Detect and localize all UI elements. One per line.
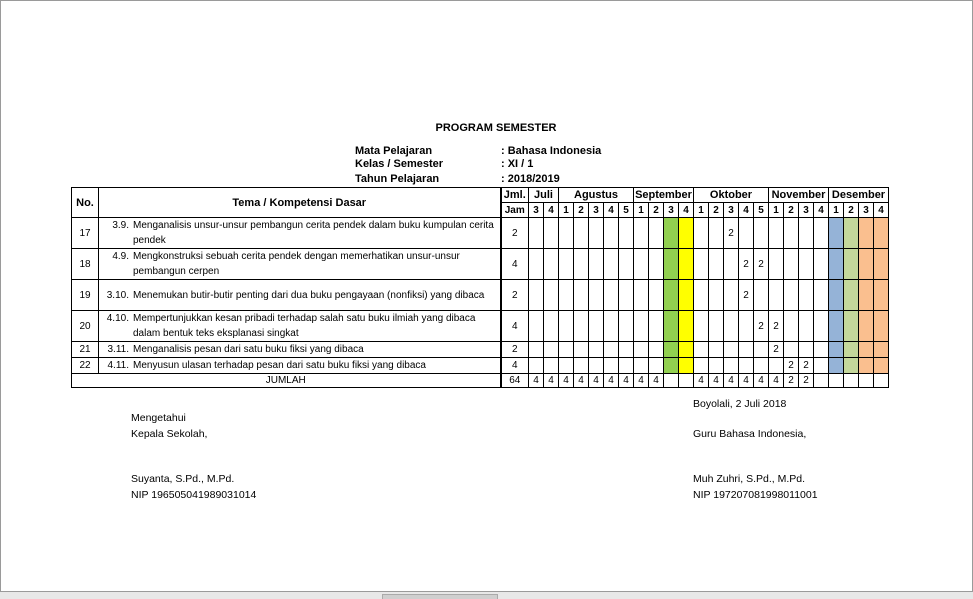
week-cell <box>574 358 589 374</box>
week-cell <box>814 249 829 280</box>
total-week-cell <box>679 374 694 388</box>
header-week: 3 <box>589 203 604 218</box>
week-cell: 2 <box>769 342 784 358</box>
total-week-cell: 4 <box>604 374 619 388</box>
week-cell <box>769 249 784 280</box>
competency-cell <box>99 280 501 311</box>
week-cell <box>874 280 889 311</box>
week-cell <box>589 280 604 311</box>
header-week: 4 <box>604 203 619 218</box>
footer-left-line2: Kepala Sekolah, <box>131 428 208 440</box>
competency-text: Menyusun ulasan terhadap pesan dari satu buku fiksi yang dibaca <box>133 360 426 371</box>
week-cell <box>784 342 799 358</box>
week-cell <box>694 311 709 342</box>
week-cell <box>679 280 694 311</box>
total-week-cell: 4 <box>574 374 589 388</box>
header-week: 4 <box>814 203 829 218</box>
table-row <box>72 311 889 342</box>
week-cell <box>709 249 724 280</box>
total-week-cell: 4 <box>544 374 559 388</box>
horizontal-scrollbar-thumb[interactable] <box>382 594 498 599</box>
week-cell <box>694 280 709 311</box>
header-week: 1 <box>769 203 784 218</box>
table-row <box>72 218 889 249</box>
header-jam: Jam <box>501 203 529 218</box>
week-cell <box>829 218 844 249</box>
week-cell <box>784 280 799 311</box>
week-cell <box>649 358 664 374</box>
week-cell <box>694 218 709 249</box>
week-cell <box>844 218 859 249</box>
week-cell <box>784 311 799 342</box>
week-cell <box>649 218 664 249</box>
week-cell <box>559 249 574 280</box>
week-cell <box>829 249 844 280</box>
total-week-cell: 4 <box>694 374 709 388</box>
week-cell <box>694 342 709 358</box>
week-cell <box>604 311 619 342</box>
header-month-november: November <box>769 188 829 203</box>
total-week-cell: 4 <box>634 374 649 388</box>
week-cell <box>574 342 589 358</box>
week-cell <box>664 358 679 374</box>
week-cell <box>664 342 679 358</box>
week-cell <box>724 358 739 374</box>
footer-left-line1: Mengetahui <box>131 412 186 424</box>
week-cell <box>574 311 589 342</box>
header-week: 3 <box>799 203 814 218</box>
week-cell <box>634 311 649 342</box>
week-cell <box>604 342 619 358</box>
total-row <box>72 374 889 388</box>
week-cell <box>679 311 694 342</box>
week-cell <box>799 249 814 280</box>
header-week: 5 <box>754 203 769 218</box>
meta-value-year: : 2018/2019 <box>501 173 560 185</box>
week-cell <box>679 218 694 249</box>
week-cell <box>664 280 679 311</box>
header-week: 5 <box>619 203 634 218</box>
meta-label-year: Tahun Pelajaran <box>355 173 440 185</box>
week-cell <box>544 358 559 374</box>
week-cell <box>589 342 604 358</box>
week-cell <box>559 280 574 311</box>
row-jam: 2 <box>501 218 529 249</box>
competency-cell <box>99 249 501 280</box>
teacher-nip: NIP 197207081998011001 <box>693 489 818 501</box>
week-cell <box>634 342 649 358</box>
header-week: 1 <box>829 203 844 218</box>
week-cell <box>529 280 544 311</box>
total-week-cell: 4 <box>754 374 769 388</box>
week-cell <box>694 358 709 374</box>
week-cell <box>529 358 544 374</box>
week-cell <box>679 358 694 374</box>
week-cell <box>829 280 844 311</box>
competency-text: Menganalisis unsur-unsur pembangun cerita pendek dalam buku kumpulan cerita pendek <box>133 220 494 246</box>
header-month-agustus: Agustus <box>559 188 634 203</box>
week-cell <box>769 218 784 249</box>
header-jml: Jml. <box>501 188 529 203</box>
week-cell <box>859 311 874 342</box>
footer-right-line1: Guru Bahasa Indonesia, <box>693 428 807 440</box>
competency-cell <box>99 342 501 358</box>
total-jam: 64 <box>501 374 529 388</box>
week-cell <box>619 249 634 280</box>
week-cell <box>814 311 829 342</box>
row-number: 19 <box>72 280 99 311</box>
week-cell <box>844 342 859 358</box>
week-cell <box>589 311 604 342</box>
week-cell <box>529 218 544 249</box>
competency-text: Menemukan butir-butir penting dari dua buku pengayaan (nonfiksi) yang dibaca <box>133 289 485 301</box>
table-row <box>72 280 889 311</box>
competency-code: 3.11. <box>107 344 129 355</box>
row-jam: 4 <box>501 358 529 374</box>
table-row <box>72 249 889 280</box>
total-week-cell <box>814 374 829 388</box>
week-cell <box>544 311 559 342</box>
table-row <box>72 342 889 358</box>
week-cell <box>709 311 724 342</box>
competency-cell <box>99 311 501 342</box>
week-cell <box>754 342 769 358</box>
week-cell <box>724 249 739 280</box>
week-cell <box>814 342 829 358</box>
header-month-juli: Juli <box>529 188 559 203</box>
header-month-september: September <box>635 189 692 201</box>
meta-label-class: Kelas / Semester <box>355 158 444 170</box>
week-cell <box>814 358 829 374</box>
header-month-desember: Desember <box>829 188 889 203</box>
week-cell <box>859 218 874 249</box>
week-cell <box>709 342 724 358</box>
total-label: JUMLAH <box>72 374 501 388</box>
week-cell <box>694 249 709 280</box>
week-cell <box>739 218 754 249</box>
week-cell <box>724 311 739 342</box>
total-week-cell: 4 <box>589 374 604 388</box>
week-cell <box>604 280 619 311</box>
page-title: PROGRAM SEMESTER <box>435 122 557 134</box>
week-cell <box>874 218 889 249</box>
headmaster-name: Suyanta, S.Pd., M.Pd. <box>131 473 235 485</box>
week-cell <box>799 342 814 358</box>
week-cell: 2 <box>754 249 769 280</box>
total-week-cell: 4 <box>709 374 724 388</box>
header-week: 1 <box>634 203 649 218</box>
row-number: 17 <box>72 218 99 249</box>
header-week: 2 <box>844 203 859 218</box>
week-cell <box>544 342 559 358</box>
week-cell <box>529 342 544 358</box>
week-cell <box>619 358 634 374</box>
week-cell <box>874 249 889 280</box>
total-week-cell: 4 <box>529 374 544 388</box>
week-cell <box>769 280 784 311</box>
week-cell <box>649 249 664 280</box>
total-week-cell <box>664 374 679 388</box>
competency-code: 4.11. <box>107 360 129 371</box>
total-week-cell <box>829 374 844 388</box>
header-no: No. <box>72 188 99 218</box>
week-cell <box>874 342 889 358</box>
total-week-cell <box>844 374 859 388</box>
week-cell <box>724 342 739 358</box>
total-week-cell: 4 <box>739 374 754 388</box>
week-cell <box>619 218 634 249</box>
week-cell <box>634 358 649 374</box>
week-cell <box>739 358 754 374</box>
competency-text: Mempertunjukkan kesan pribadi terhadap salah satu buku ilmiah yang dibaca dalam bentuk teks eksplanasi singkat <box>133 313 476 339</box>
competency-text: Menganalisis pesan dari satu buku fiksi yang dibaca <box>133 344 364 355</box>
week-cell <box>799 311 814 342</box>
header-week: 3 <box>859 203 874 218</box>
week-cell <box>544 280 559 311</box>
header-tema: Tema / Kompetensi Dasar <box>99 188 501 218</box>
week-cell <box>754 280 769 311</box>
header-week: 3 <box>664 203 679 218</box>
week-cell <box>589 249 604 280</box>
header-week: 1 <box>694 203 709 218</box>
week-cell <box>664 311 679 342</box>
meta-label-subject: Mata Pelajaran <box>355 145 433 157</box>
header-week: 2 <box>784 203 799 218</box>
total-week-cell: 4 <box>649 374 664 388</box>
week-cell <box>664 218 679 249</box>
week-cell <box>649 342 664 358</box>
competency-code: 3.9. <box>112 220 129 231</box>
total-week-cell: 4 <box>724 374 739 388</box>
week-cell <box>799 280 814 311</box>
week-cell <box>619 280 634 311</box>
week-cell <box>844 358 859 374</box>
week-cell <box>829 342 844 358</box>
total-week-cell: 2 <box>799 374 814 388</box>
week-cell <box>799 218 814 249</box>
week-cell <box>604 218 619 249</box>
week-cell <box>844 249 859 280</box>
competency-text: Mengkonstruksi sebuah cerita pendek dengan memerhatikan unsur-unsur pembangun cerpen <box>133 251 460 277</box>
competency-code: 3.10. <box>106 289 129 301</box>
total-week-cell: 4 <box>559 374 574 388</box>
week-cell <box>844 280 859 311</box>
total-week-cell: 4 <box>619 374 634 388</box>
header-week: 4 <box>679 203 694 218</box>
week-cell <box>859 358 874 374</box>
header-week: 1 <box>559 203 574 218</box>
week-cell <box>574 280 589 311</box>
week-cell: 2 <box>784 358 799 374</box>
week-cell <box>574 249 589 280</box>
week-cell: 2 <box>739 280 754 311</box>
meta-value-class: : XI / 1 <box>501 158 534 170</box>
week-cell <box>874 358 889 374</box>
week-cell <box>709 218 724 249</box>
week-cell <box>739 311 754 342</box>
header-week: 4 <box>544 203 559 218</box>
week-cell <box>574 218 589 249</box>
week-cell <box>529 311 544 342</box>
table-row <box>72 358 889 374</box>
week-cell <box>769 358 784 374</box>
total-week-cell <box>874 374 889 388</box>
week-cell <box>589 358 604 374</box>
headmaster-nip: NIP 196505041989031014 <box>131 489 257 501</box>
place-date: Boyolali, 2 Juli 2018 <box>693 398 787 410</box>
week-cell <box>754 358 769 374</box>
meta-value-subject: : Bahasa Indonesia <box>501 145 602 157</box>
week-cell <box>754 218 769 249</box>
week-cell <box>589 218 604 249</box>
competency-code: 4.10. <box>106 313 129 324</box>
competency-cell <box>99 218 501 249</box>
week-cell <box>559 358 574 374</box>
week-cell <box>604 358 619 374</box>
header-week: 4 <box>739 203 754 218</box>
week-cell <box>739 342 754 358</box>
week-cell <box>709 280 724 311</box>
week-cell <box>559 311 574 342</box>
week-cell <box>829 358 844 374</box>
header-week: 2 <box>709 203 724 218</box>
week-cell <box>724 280 739 311</box>
row-jam: 2 <box>501 342 529 358</box>
header-week: 2 <box>649 203 664 218</box>
week-cell: 2 <box>739 249 754 280</box>
week-cell <box>559 342 574 358</box>
row-number: 22 <box>72 358 99 374</box>
week-cell <box>814 218 829 249</box>
row-jam: 4 <box>501 311 529 342</box>
competency-cell <box>99 358 501 374</box>
week-cell <box>619 311 634 342</box>
header-week: 4 <box>874 203 889 218</box>
week-cell <box>859 249 874 280</box>
row-jam: 2 <box>501 280 529 311</box>
week-cell: 2 <box>724 218 739 249</box>
total-week-cell: 2 <box>784 374 799 388</box>
week-cell <box>619 342 634 358</box>
week-cell: 2 <box>799 358 814 374</box>
teacher-name: Muh Zuhri, S.Pd., M.Pd. <box>693 473 806 485</box>
week-cell: 2 <box>769 311 784 342</box>
week-cell <box>649 311 664 342</box>
row-number: 20 <box>72 311 99 342</box>
week-cell <box>544 218 559 249</box>
header-month-oktober: Oktober <box>694 188 769 203</box>
week-cell <box>814 280 829 311</box>
week-cell <box>634 218 649 249</box>
row-number: 18 <box>72 249 99 280</box>
header-week: 3 <box>529 203 544 218</box>
week-cell <box>859 342 874 358</box>
week-cell <box>679 249 694 280</box>
week-cell <box>559 218 574 249</box>
week-cell <box>649 280 664 311</box>
total-week-cell <box>859 374 874 388</box>
week-cell <box>679 342 694 358</box>
week-cell: 2 <box>754 311 769 342</box>
header-week: 3 <box>724 203 739 218</box>
row-number: 21 <box>72 342 99 358</box>
week-cell <box>634 249 649 280</box>
week-cell <box>874 311 889 342</box>
week-cell <box>784 249 799 280</box>
week-cell <box>634 280 649 311</box>
week-cell <box>844 311 859 342</box>
header-week: 2 <box>574 203 589 218</box>
week-cell <box>709 358 724 374</box>
week-cell <box>859 280 874 311</box>
week-cell <box>529 249 544 280</box>
row-jam: 4 <box>501 249 529 280</box>
total-week-cell: 4 <box>769 374 784 388</box>
week-cell <box>604 249 619 280</box>
competency-code: 4.9. <box>112 251 129 262</box>
week-cell <box>544 249 559 280</box>
program-table <box>71 187 889 388</box>
week-cell <box>664 249 679 280</box>
week-cell <box>829 311 844 342</box>
week-cell <box>784 218 799 249</box>
